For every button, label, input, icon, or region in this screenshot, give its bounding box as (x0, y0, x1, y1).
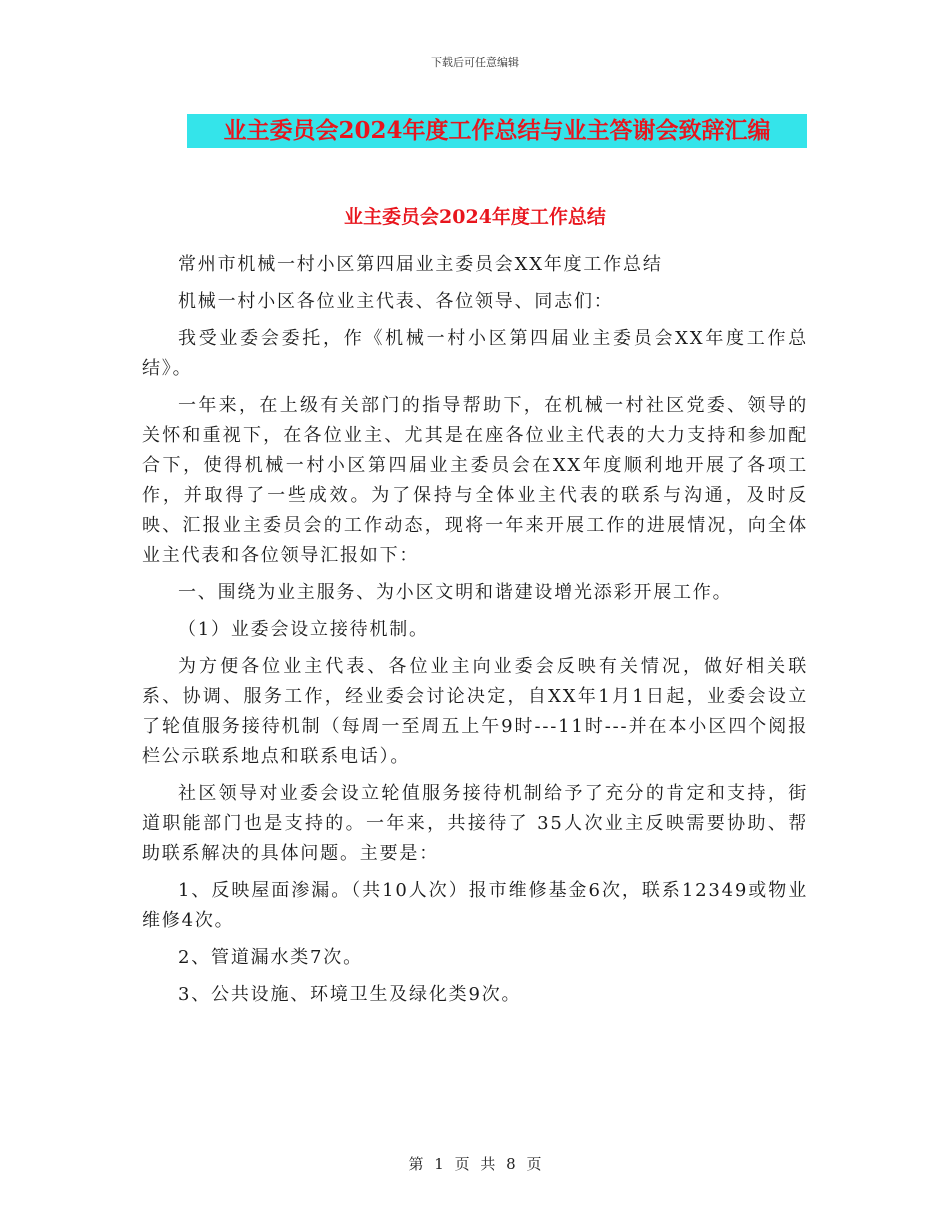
section-title: 业主委员会2024年度工作总结 (344, 206, 606, 228)
paragraph: 1、反映屋面渗漏。（共10人次）报市维修基金6次，联系12349或物业维修4次。 (142, 880, 808, 931)
document-title: 业主委员会2024年度工作总结与业主答谢会致辞汇编 (223, 117, 771, 144)
page-number-footer: 第 1 页 共 8 页 (408, 1155, 542, 1173)
paragraph: 3、公共设施、环境卫生及绿化类9次。 (178, 984, 522, 1005)
paragraph: 我受业委会委托，作《机械一村小区第四届业主委员会XX年度工作总结》。 (142, 328, 808, 379)
paragraph: 2、管道漏水类7次。 (178, 947, 363, 968)
page-header-note: 下载后可任意编辑 (431, 56, 519, 69)
document-body (142, 250, 808, 1017)
paragraph: 社区领导对业委会设立轮值服务接待机制给予了充分的肯定和支持，街道职能部门也是支持的。一年来，共接待了 35人次业主反映需要协助、帮助联系解决的具体问题。主要是： (142, 783, 808, 864)
paragraph: 为方便各位业主代表、各位业主向业委会反映有关情况，做好相关联系、协调、服务工作，经业委会讨论决定，自XX年1月1日起，业委会设立了轮值服务接待机制（每周一至周五上午9时---11时---并在本小区四个阅报栏公示联系地点和联系电话）。 (142, 656, 808, 767)
paragraph: 常州市机械一村小区第四届业主委员会XX年度工作总结 (178, 254, 663, 275)
paragraph: 一、围绕为业主服务、为小区文明和谐建设增光添彩开展工作。 (178, 582, 733, 603)
paragraph: 一年来，在上级有关部门的指导帮助下，在机械一村社区党委、领导的关怀和重视下，在各位业主、尤其是在座各位业主代表的大力支持和参加配合下，使得机械一村小区第四届业主委员会在XX年度顺利地开展了各项工作，并取得了一些成效。为了保持与全体业主代表的联系与沟通，及时反映、汇报业主委员会的工作动态，现将一年来开展工作的进展情况，向全体业主代表和各位领导汇报如下： (142, 395, 808, 566)
paragraph: 机械一村小区各位业主代表、各位领导、同志们： (178, 291, 614, 312)
paragraph: （1）业委会设立接待机制。 (178, 619, 429, 640)
